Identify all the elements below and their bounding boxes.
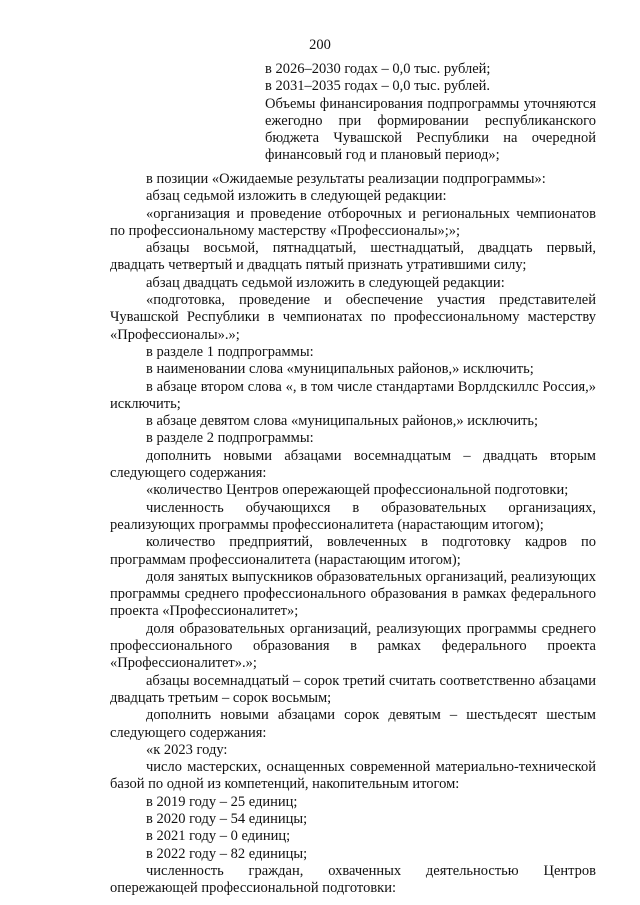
funding-block <box>265 61 596 165</box>
paragraph: в 2021 году – 0 единиц; <box>146 828 291 845</box>
paragraph: в наименовании слова «муниципальных районов,» исключить; <box>146 361 534 378</box>
paragraph: в разделе 2 подпрограммы: <box>146 430 314 447</box>
paragraph: доля образовательных организаций, реализующих программы среднего профессионального образования в рамках федерального проекта «Профессионалитет».»; <box>110 620 596 672</box>
paragraph: в позиции «Ожидаемые результаты реализации подпрограммы»: <box>146 171 546 187</box>
paragraph: «подготовка, проведение и обеспечение участия представителей Чувашской Республики в чемпионатах по профессиональному мастерству «Профессионалы».»; <box>110 292 596 343</box>
funding-line-2026: в 2026–2030 годах – 0,0 тыс. рублей; <box>265 61 491 77</box>
paragraph: абзацы восемнадцатый – сорок третий считать соответственно абзацами двадцать третьим – сорок восьмым; <box>110 672 596 706</box>
paragraph: дополнить новыми абзацами сорок девятым – шестьдесят шестым следующего содержания: <box>110 707 596 741</box>
funding-line-2031: в 2031–2035 годах – 0,0 тыс. рублей. <box>265 78 491 95</box>
paragraph: абзац седьмой изложить в следующей редакции: <box>146 188 447 205</box>
paragraph: «к 2023 году: <box>146 741 228 758</box>
paragraph: в 2019 году – 25 единиц; <box>146 793 298 810</box>
paragraph: абзац двадцать седьмой изложить в следующей редакции: <box>146 274 505 291</box>
page-number: 200 <box>309 37 331 53</box>
paragraph: в разделе 1 подпрограммы: <box>146 343 314 360</box>
paragraph: в 2022 году – 82 единицы; <box>146 845 308 862</box>
paragraph: количество предприятий, вовлеченных в подготовку кадров по программам профессионалитета (нарастающим итогом); <box>110 534 596 568</box>
paragraph: в абзаце втором слова «, в том числе стандартами Ворлдскиллс Россия,» исключить; <box>110 378 596 412</box>
paragraph: в абзаце девятом слова «муниципальных районов,» исключить; <box>146 413 539 430</box>
paragraph: в 2020 году – 54 единицы; <box>146 810 308 827</box>
paragraph: численность обучающихся в образовательных организациях, реализующих программы профессионалитета (нарастающим итогом); <box>110 499 596 533</box>
paragraph: дополнить новыми абзацами восемнадцатым – двадцать вторым следующего содержания: <box>110 447 596 482</box>
paragraph: «количество Центров опережающей профессиональной подготовки; <box>146 482 569 499</box>
funding-note: Объемы финансирования подпрограммы уточняются ежегодно при формировании республиканского бюджета Чувашской Республики на очередной финансовый год и плановый период»; <box>265 95 596 164</box>
paragraph: абзацы восьмой, пятнадцатый, шестнадцатый, двадцать первый, двадцать четвертый и двадцать пятый признать утратившими силу; <box>110 240 596 274</box>
document-body <box>110 171 596 897</box>
paragraph: численность граждан, охваченных деятельностью Центров опережающей профессиональной подготовки: <box>110 862 596 897</box>
paragraph: доля занятых выпускников образовательных организаций, реализующих программы среднего профессионального образования в рамках федерального проекта «Профессионалитет»; <box>110 568 596 620</box>
paragraph: число мастерских, оснащенных современной материально-технической базой по одной из компетенций, накопительным итогом: <box>110 759 596 793</box>
paragraph: «организация и проведение отборочных и региональных чемпионатов по профессиональному мастерству «Профессионалы»;»; <box>110 205 596 239</box>
